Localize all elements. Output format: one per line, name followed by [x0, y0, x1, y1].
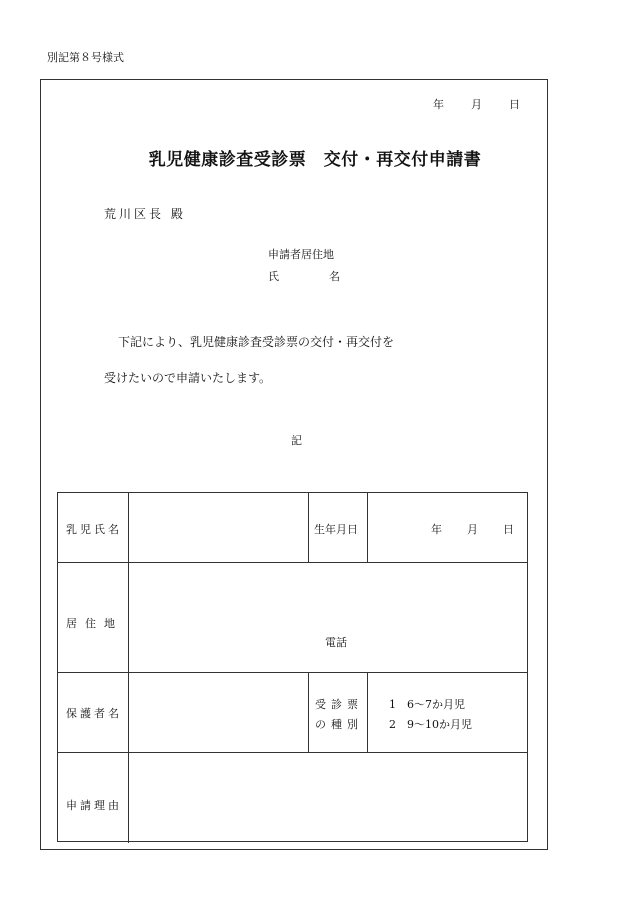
table-col-divider	[367, 493, 368, 562]
applicant-name-label-2: 名	[329, 270, 340, 283]
infant-name-label: 乳児氏名	[66, 523, 122, 536]
date-month-label: 月	[471, 98, 482, 111]
birth-day-label: 日	[503, 523, 514, 536]
reason-label: 申請理由	[66, 799, 122, 812]
voucher-type-label-2: の種別	[315, 718, 363, 731]
guardian-name-label: 保護者名	[66, 707, 122, 720]
infant-name-field[interactable]	[130, 494, 307, 561]
form-title: 乳児健康診査受診票 交付・再交付申請書	[148, 150, 482, 170]
voucher-option-9-10-months[interactable]: 2 9～10か月児	[389, 718, 472, 731]
applicant-address-label: 申請者居住地	[268, 248, 334, 261]
table-col-divider	[308, 672, 309, 752]
ki-label: 記	[291, 434, 302, 447]
applicant-name-label-1: 氏	[268, 270, 279, 283]
address-field[interactable]	[130, 563, 527, 671]
form-reference: 別記第８号様式	[47, 51, 124, 64]
applicant-name-label	[268, 268, 340, 284]
table-col-divider	[128, 493, 129, 843]
body-text-line-1: 下記により、乳児健康診査受診票の交付・再交付を	[118, 335, 395, 349]
phone-label: 電話	[325, 636, 347, 649]
voucher-type-label-1: 受診票	[315, 698, 363, 711]
birth-date-label: 生年月日	[314, 523, 358, 536]
date-year-label: 年	[433, 98, 444, 111]
guardian-name-field[interactable]	[130, 673, 307, 751]
body-text-line-2: 受けたいので申請いたします。	[104, 371, 272, 385]
reason-field[interactable]	[130, 753, 527, 841]
date-day-label: 日	[509, 98, 520, 111]
voucher-option-6-7-months[interactable]: 1 6～7か月児	[389, 698, 465, 711]
application-table	[57, 492, 528, 842]
birth-year-label: 年	[431, 523, 442, 536]
table-col-divider	[308, 493, 309, 562]
addressee: 荒川区長 殿	[104, 207, 186, 221]
address-label: 居住地	[66, 617, 123, 630]
table-col-divider	[367, 672, 368, 752]
birth-month-label: 月	[467, 523, 478, 536]
